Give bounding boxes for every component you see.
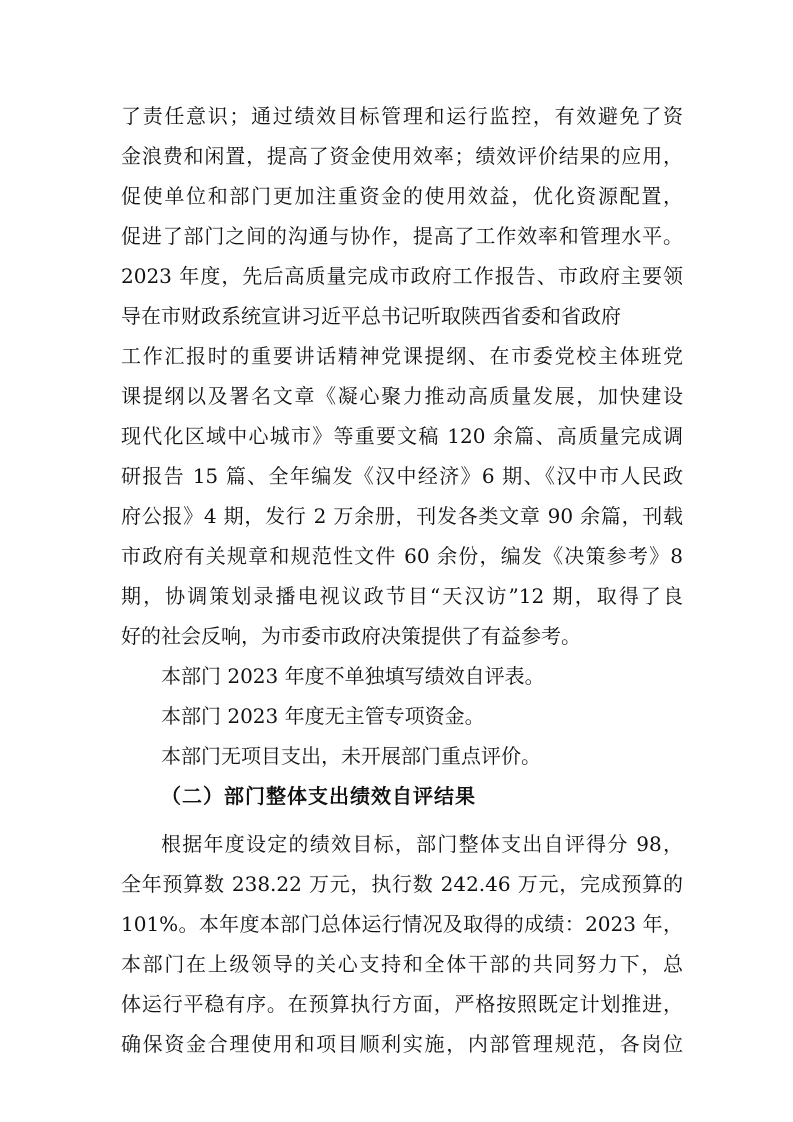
paragraph-line: 课提纲以及署名文章《凝心聚力推动高质量发展，加快建设 — [121, 384, 683, 408]
paragraph-line: 促使单位和部门更加注重资金的使用效益，优化资源配置， — [121, 184, 683, 208]
paragraph-line: 市政府有关规章和规范性文件 60 余份，编发《决策参考》8 — [121, 544, 683, 568]
statement-self-evaluation-form: 本部门 2023 年度不单独填写绩效自评表。 — [161, 664, 545, 688]
result-line: 根据年度设定的绩效目标，部门整体支出自评得分 98， — [161, 832, 683, 856]
paragraph-line-last: 好的社会反响，为市委市政府决策提供了有益参考。 — [121, 624, 581, 648]
paragraph-line: 导在市财政系统宣讲习近平总书记听取陕西省委和省政府 — [121, 304, 621, 328]
paragraph-line: 促进了部门之间的沟通与协作，提高了工作效率和管理水平。 — [121, 224, 683, 248]
result-line: 确保资金合理使用和项目顺利实施，内部管理规范，各岗位 — [121, 1032, 683, 1056]
paragraph-line: 研报告 15 篇、全年编发《汉中经济》6 期、《汉中市人民政 — [121, 464, 683, 488]
paragraph-line: 金浪费和闲置，提高了资金使用效率；绩效评价结果的应用， — [121, 144, 683, 168]
result-line: 本部门在上级领导的关心支持和全体干部的共同努力下，总 — [121, 952, 683, 976]
statement-project-expenditure: 本部门无项目支出，未开展部门重点评价。 — [161, 744, 541, 768]
section-heading: （二）部门整体支出绩效自评结果 — [161, 784, 476, 808]
result-line: 101%。本年度本部门总体运行情况及取得的成绩：2023 年， — [121, 912, 683, 936]
paragraph-line: 了责任意识；通过绩效目标管理和运行监控，有效避免了资 — [121, 104, 683, 128]
paragraph-line: 工作汇报时的重要讲话精神党课提纲、在市委党校主体班党 — [121, 344, 683, 368]
paragraph-line: 2023 年度，先后高质量完成市政府工作报告、市政府主要领 — [121, 264, 683, 288]
paragraph-line: 府公报》4 期，发行 2 万余册，刊发各类文章 90 余篇，刊载 — [121, 504, 683, 528]
paragraph-line: 期，协调策划录播电视议政节目“天汉访”12 期，取得了良 — [121, 584, 683, 608]
paragraph-line: 现代化区域中心城市》等重要文稿 120 余篇、高质量完成调 — [121, 424, 683, 448]
result-line: 全年预算数 238.22 万元，执行数 242.46 万元，完成预算的 — [121, 872, 683, 896]
statement-special-funds: 本部门 2023 年度无主管专项资金。 — [161, 704, 485, 728]
result-line: 体运行平稳有序。在预算执行方面，严格按照既定计划推进， — [121, 992, 683, 1016]
document-body — [121, 96, 683, 1064]
